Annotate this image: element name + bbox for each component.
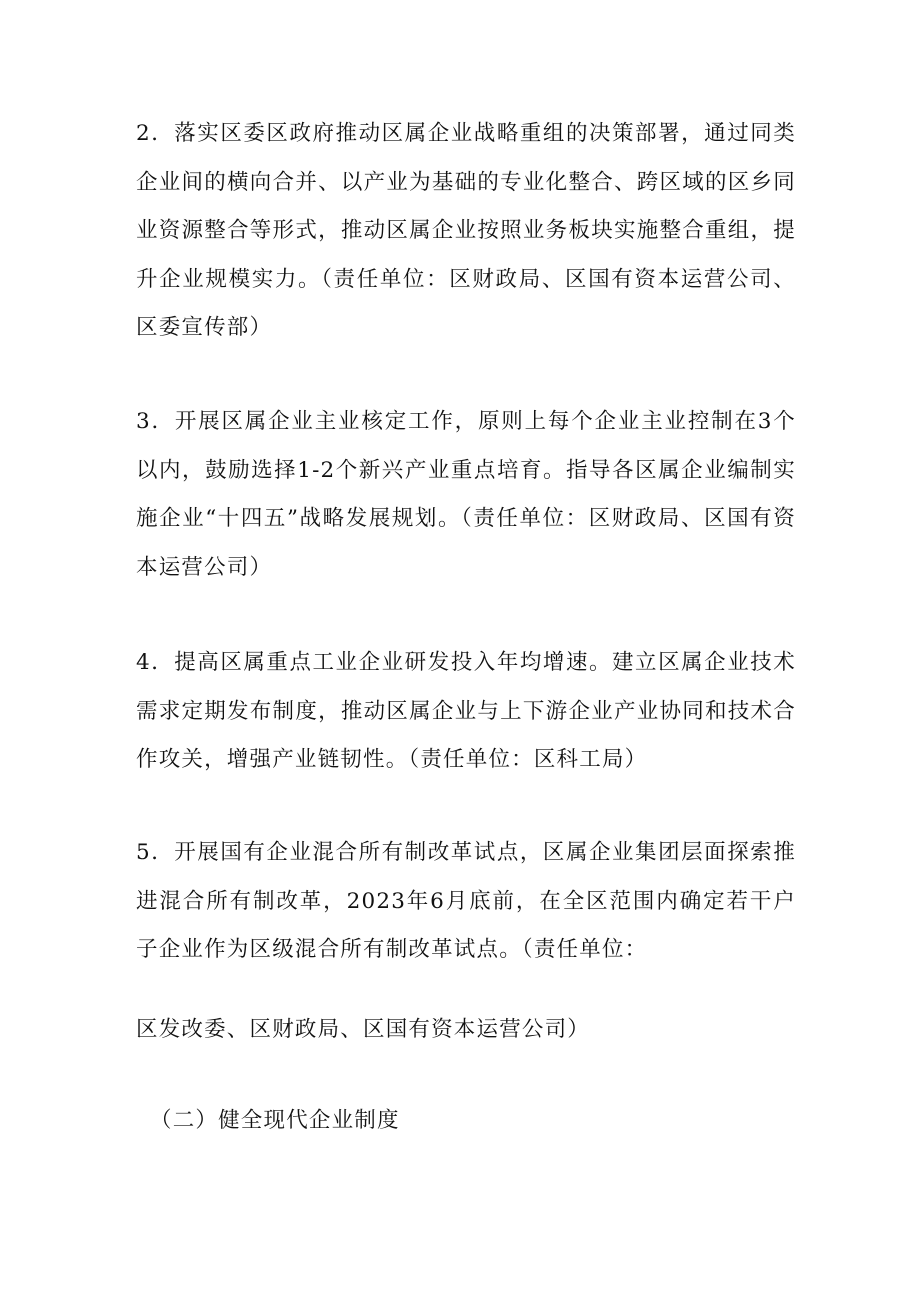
- list-item: [136, 639, 796, 785]
- item-number: 5: [136, 840, 151, 865]
- item-text: ．提高区属重点工业企业研发投入年均增速。建立区属企业技术需求定期发布制度，推动区属企业与上下游企业产业协同和技术合作攻关，增强产业链韧性。（责任单位：区科工局）: [136, 650, 796, 772]
- item-text: ．开展区属企业主业核定工作，原则上每个企业主业控制在3个以内，鼓励选择1-2个新兴产业重点培育。指导各区属企业编制实施企业“十四五”战略发展规划。（责任单位：区财政局、区国有资本运营公司）: [136, 409, 796, 580]
- list-item: [136, 829, 796, 975]
- section-heading: （二）健全现代企业制度: [150, 1108, 400, 1133]
- item-continuation: 区发改委、区财政局、区国有资本运营公司）: [136, 1017, 591, 1042]
- item-text: ．落实区委区政府推动区属企业战略重组的决策部署，通过同类企业间的横向合并、以产业为基础的专业化整合、跨区域的区乡同业资源整合等形式，推动区属企业按照业务板块实施整合重组，提升企业规模实力。（责任单位：区财政局、区国有资本运营公司、区委宣传部）: [136, 121, 796, 340]
- item-number: 2: [136, 121, 151, 146]
- item-number: 3: [136, 409, 151, 434]
- item-text: ．开展国有企业混合所有制改革试点，区属企业集团层面探索推进混合所有制改革，2023年6月底前，在全区范围内确定若干户子企业作为区级混合所有制改革试点。（责任单位：: [136, 840, 796, 962]
- list-item: [136, 398, 796, 592]
- item-number: 4: [136, 650, 151, 675]
- list-item: [136, 110, 796, 353]
